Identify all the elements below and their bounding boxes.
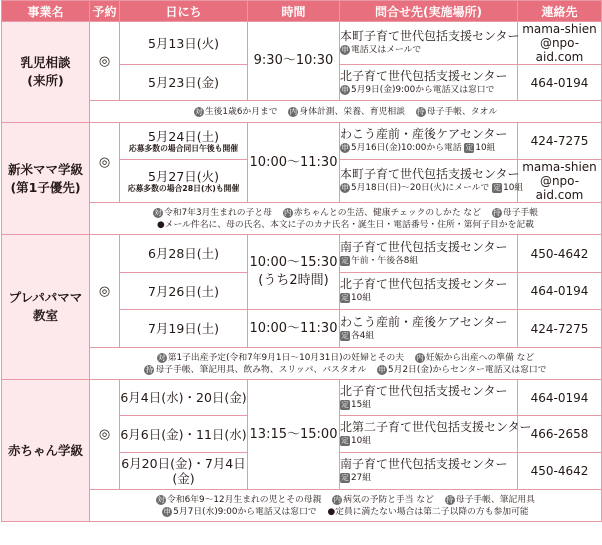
event-time: 10:00〜11:30: [248, 310, 340, 348]
apply-icon: 申: [341, 45, 349, 54]
event-time: 10:00〜15:30 (うち2時間): [248, 235, 340, 310]
program-name: 乳児相談 (来所): [2, 22, 90, 123]
phone-cell: mama-shien @npo-aid.com: [518, 22, 602, 65]
capacity-icon: 定: [341, 255, 349, 265]
capacity-icon: 定: [341, 330, 349, 340]
notes-row: [2, 348, 602, 380]
contact-cell: 本町子育て世代包括支援センター 申 電話又はメールで: [340, 22, 518, 65]
content-icon: 内: [416, 352, 424, 362]
capacity-icon: 定: [493, 183, 501, 192]
capacity-icon: 定: [341, 473, 349, 482]
notes-row: [2, 101, 602, 123]
reserve-mark: ◎: [90, 235, 120, 348]
contact-cell: 北子育て世代包括支援センター 申 5月9日(金)9:00から電話又は窓口で: [340, 65, 518, 101]
apply-icon: 申: [341, 143, 349, 152]
header-reserve: 予約: [90, 1, 120, 22]
capacity-icon: 定: [465, 143, 474, 152]
content-icon: 内: [283, 207, 292, 217]
event-date: 5月24日(土) 応募多数の場合同日午後も開催: [120, 123, 248, 160]
notes-row: [2, 203, 602, 235]
table-row: [2, 235, 602, 273]
contact-cell: 本町子育て世代包括支援センター 申 5月18日(日)〜20日(火)にメールで 定 10組: [340, 160, 518, 203]
phone-cell: 464-0194: [518, 273, 602, 310]
phone-cell: 450-4642: [518, 235, 602, 273]
phone-cell: 424-7275: [518, 123, 602, 160]
event-time: 13:15〜15:00: [248, 380, 340, 490]
table-row: [2, 123, 602, 160]
target-icon: 対: [157, 494, 165, 504]
target-icon: 対: [157, 352, 166, 362]
phone-cell: 466-2658: [518, 416, 602, 453]
event-date: 6月6日(金)・11日(水): [120, 416, 248, 453]
header-program: 事業名: [2, 1, 90, 22]
phone-cell: 450-4642: [518, 453, 602, 490]
reserve-mark: ◎: [90, 22, 120, 101]
bring-icon: 持: [417, 106, 425, 116]
apply-icon: 申: [341, 84, 349, 94]
bring-icon: 持: [493, 207, 501, 217]
bring-icon: 持: [446, 494, 454, 504]
program-name: 新米ママ学級 (第1子優先): [2, 123, 90, 235]
contact-cell: 北子育て世代包括支援センター 定 10組: [340, 273, 518, 310]
apply-icon: 申: [163, 506, 172, 516]
event-date: 7月26日(土): [120, 273, 248, 310]
contact-cell: わこう産前・産後ケアセンター 定 各4組: [340, 310, 518, 348]
program-notes: 対 令和7年3月生まれの子と母 内 赤ちゃんとの生活、健康チェックのしかた など 持 母子手帳 ●メール件名に、母の氏名、本文に子のカナ氏名・誕生日・電話番号・住所・第何子目かを記載: [90, 203, 602, 235]
event-date: 6月28日(土): [120, 235, 248, 273]
apply-icon: 申: [378, 364, 386, 374]
program-name: 赤ちゃん学級: [2, 380, 90, 522]
event-date: 5月13日(火): [120, 22, 248, 65]
bring-icon: 持: [145, 364, 154, 374]
program-notes: 対 生後1歳6か月まで 内 身体計測、栄養、育児相談 持 母子手帳、タオル: [90, 101, 602, 123]
phone-cell: 464-0194: [518, 65, 602, 101]
event-date: 6月20日(金)・7月4日(金): [120, 453, 248, 490]
program-notes: 対 第1子出産予定(令和7年9月1日〜10月31日)の妊婦とその夫 内 妊娠から出産への準備 など 持 母子手帳、筆記用具、飲み物、スリッパ、バスタオル 申 5月2日(金)からセンター電話又は窓口で: [90, 348, 602, 380]
phone-cell: 424-7275: [518, 310, 602, 348]
event-date: 7月19日(土): [120, 310, 248, 348]
header-row: [2, 1, 602, 22]
contact-cell: 北子育て世代包括支援センター 定 15組: [340, 380, 518, 416]
header-phone: 連絡先: [518, 1, 602, 22]
notes-row: [2, 490, 602, 522]
target-icon: 対: [154, 207, 162, 217]
content-icon: 内: [333, 494, 341, 504]
contact-cell: 南子育て世代包括支援センター 定 午前・午後各8組: [340, 235, 518, 273]
reserve-mark: ◎: [90, 123, 120, 203]
phone-cell: 464-0194: [518, 380, 602, 416]
event-date: 6月4日(水)・20日(金): [120, 380, 248, 416]
capacity-icon: 定: [341, 436, 349, 445]
event-date: 5月23日(金): [120, 65, 248, 101]
target-icon: 対: [195, 106, 203, 116]
program-notes: 対 令和6年9〜12月生まれの児とその母親 内 病気の予防と手当 など 持 母子手帳、筆記用具 申 5月7日(水)9:00から電話又は窓口で ●定員に満たない場合は第二子以降の方も参加可能: [90, 490, 602, 522]
event-time: 9:30〜10:30: [248, 22, 340, 101]
capacity-icon: 定: [341, 293, 349, 302]
capacity-icon: 定: [341, 399, 349, 409]
phone-cell: mama-shien @npo-aid.com: [518, 160, 602, 203]
header-time: 時間: [248, 1, 340, 22]
apply-icon: 申: [341, 183, 349, 192]
program-name: プレパパママ 教室: [2, 235, 90, 380]
table-row: [2, 22, 602, 65]
event-time: 10:00〜11:30: [248, 123, 340, 203]
contact-cell: 南子育て世代包括支援センター 定 27組: [340, 453, 518, 490]
contact-cell: 北第二子育て世代包括支援センター 定 10組: [340, 416, 518, 453]
event-date: 5月27日(火) 応募多数の場合28日(水)も開催: [120, 160, 248, 203]
content-icon: 内: [289, 106, 298, 116]
contact-cell: わこう産前・産後ケアセンター 申 5月16日(金)10:00から電話 定 10組: [340, 123, 518, 160]
header-contact: 問合せ先(実施場所): [340, 1, 518, 22]
header-date: 日にち: [120, 1, 248, 22]
reserve-mark: ◎: [90, 380, 120, 490]
table-row: [2, 380, 602, 416]
schedule-table: [1, 0, 602, 522]
